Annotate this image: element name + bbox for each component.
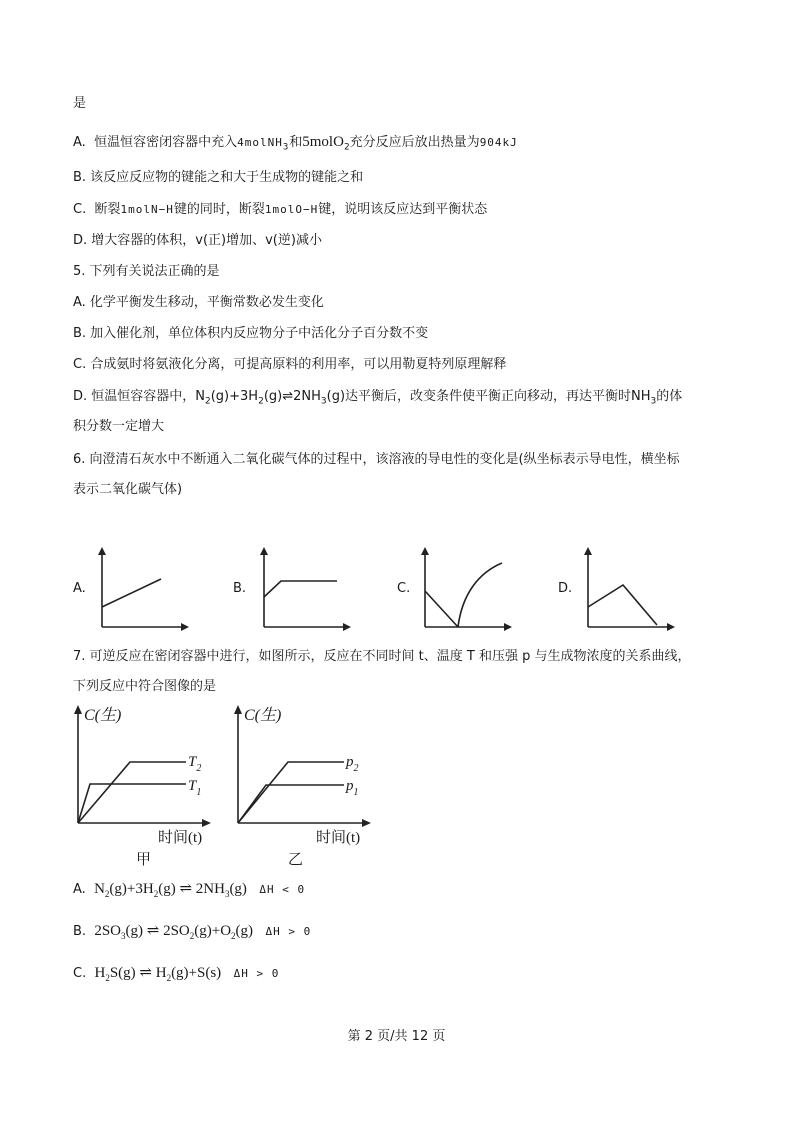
jia-lower-label: T [188, 778, 197, 794]
q7-graph-jia [68, 702, 218, 872]
q7-option-c: C. $H_2S(g)$ ⇌ $H_2(g)+S(s)$ ΔH > 0 [73, 965, 280, 983]
q6-stem-line2: 表示二氧化碳气体) [73, 482, 183, 497]
yi-upper-label: p [346, 754, 354, 770]
q6-label-a: A. [73, 581, 86, 596]
q6-label-d: D. [558, 581, 573, 596]
q7-stem-line1: 7. 可逆反应在密闭容器中进行，如图所示，反应在不同时间 t、温度 T 和压强 p 与生成物浓度的关系曲线， [73, 649, 691, 664]
jia-upper-label: T [188, 754, 197, 770]
q5-option-b: B. 加入催化剂，单位体积内反应物分子中活化分子百分数不变 [73, 326, 429, 341]
jia-caption: 甲 [136, 852, 152, 868]
q7-option-b: B. $2SO_3(g)$ ⇌ $2SO_2(g)+O_2(g)$ ΔH > 0 [73, 923, 312, 941]
q6-graph-c [418, 545, 518, 630]
yi-upper-sub: 2 [353, 763, 359, 774]
q4-lead: 是 [73, 96, 87, 111]
q7-stem-line2: 下列反应中符合图像的是 [73, 679, 217, 694]
q4-option-b: B. 该反应反应物的键能之和大于生成物的键能之和 [73, 170, 364, 185]
q6-stem-line1: 6. 向澄清石灰水中不断通入二氧化碳气体的过程中，该溶液的导电性的变化是(纵坐标表示导电性，横坐标 [73, 452, 680, 467]
jia-xlabel: 时间(t) [158, 830, 203, 846]
q6-graph-b [257, 545, 357, 630]
svg-text:T2 [188, 754, 201, 774]
q6-label-b: B. [233, 581, 247, 596]
q4-option-a: A. 恒温恒容密闭容器中充入4molNH$_3$和5molO$_2$充分反应后放出热量为904kJ [73, 134, 518, 153]
q6-label-c: C. [397, 581, 411, 596]
q5-option-d-line2: 积分数一定增大 [73, 419, 165, 434]
q5-stem: 5. 下列有关说法正确的是 [73, 264, 220, 279]
yi-ylabel: C(生) [244, 707, 282, 724]
yi-caption: 乙 [288, 852, 304, 868]
svg-text:p2 [345, 754, 359, 774]
svg-text:p1 [345, 778, 359, 798]
q5-option-d-line1: D. 恒温恒容容器中，$N_2(g)+3H_2(g)\rightleftharpoons 2NH_3(g)$达平衡后，改变条件使平衡正向移动，再达平衡时$NH_3$的体 [73, 389, 683, 407]
q4-option-d: D. 增大容器的体积，v(正)增加、v(逆)减小 [73, 233, 322, 248]
yi-lower-label: p [346, 778, 354, 794]
q5-option-c: C. 合成氨时将氨液化分离，可提高原料的利用率，可以用勒夏特列原理解释 [73, 357, 507, 372]
q6-graph-d [581, 545, 681, 630]
q6-graph-a [95, 545, 195, 630]
page-footer: 第 2 页/共 12 页 [347, 1029, 446, 1044]
jia-lower-sub: 1 [196, 787, 202, 798]
q7-graph-yi [228, 702, 378, 872]
yi-xlabel: 时间(t) [316, 830, 361, 846]
q7-option-a: A. $N_2(g)+3H_2(g)$ ⇌ $2NH_3(g)$ ΔH < 0 [73, 881, 306, 899]
yi-lower-sub: 1 [353, 787, 359, 798]
jia-upper-sub: 2 [196, 763, 202, 774]
jia-ylabel: C(生) [84, 707, 122, 724]
q5-option-a: A. 化学平衡发生移动，平衡常数必发生变化 [73, 295, 324, 310]
q4-option-c: C. 断裂1molN−H键的同时，断裂1molO−H键，说明该反应达到平衡状态 [73, 202, 488, 217]
svg-text:T1 [188, 778, 201, 798]
